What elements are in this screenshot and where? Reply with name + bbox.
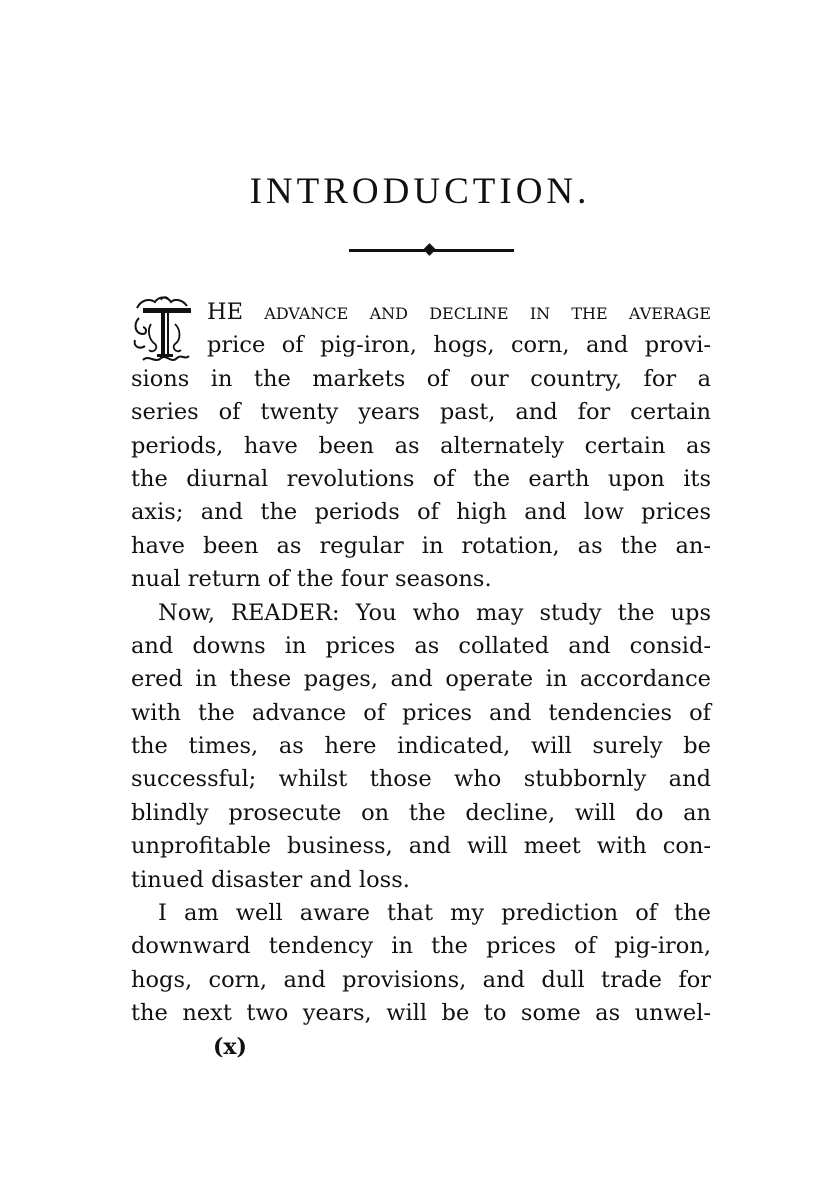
- text-line: have been as regular in rotation, as the an-: [131, 532, 711, 559]
- text-line: with the advance of prices and tendencies of: [131, 699, 711, 726]
- text-line: hogs, corn, and provisions, and dull trade for: [131, 966, 711, 993]
- text-line: price of pig-iron, hogs, corn, and provi-: [207, 332, 711, 359]
- text-line: unprofitable business, and will meet with con-: [131, 833, 711, 860]
- text-span: : You who may study the ups: [332, 599, 711, 626]
- text-line: series of twenty years past, and for certain: [131, 399, 711, 426]
- text-line: nual return of the four seasons.: [131, 566, 492, 593]
- text-line: the diurnal revolutions of the earth upon its: [131, 465, 711, 492]
- rule-ornament-diamond: [423, 243, 436, 256]
- text-line: downward tendency in the prices of pig-iron,: [131, 933, 711, 960]
- text-line: [131, 597, 711, 630]
- text-line-span: HE advance and decline in the average: [207, 299, 711, 325]
- text-line: I am well aware that my prediction of the: [158, 900, 711, 927]
- text-line: the times, as here indicated, will surely be: [131, 733, 711, 760]
- reader-smallcaps: READER: [231, 599, 333, 626]
- chapter-title: INTRODUCTION.: [249, 171, 591, 212]
- text-line: [131, 296, 711, 329]
- text-line: and downs in prices as collated and consid-: [131, 632, 711, 659]
- text-line: the next two years, will be to some as unwel-: [131, 1000, 711, 1027]
- text-span: Now,: [158, 599, 232, 626]
- text-line: axis; and the periods of high and low prices: [131, 499, 711, 526]
- text-line: blindly prosecute on the decline, will do an: [131, 799, 711, 826]
- text-line: tinued disaster and loss.: [131, 866, 410, 893]
- text-line: sions in the markets of our country, for a: [131, 365, 711, 392]
- page-number: (x): [213, 1034, 247, 1060]
- text-line: periods, have been as alternately certain as: [131, 432, 711, 459]
- text-line: ered in these pages, and operate in accordance: [131, 666, 711, 693]
- body-text: [131, 296, 711, 1031]
- text-line: successful; whilst those who stubbornly and: [131, 766, 711, 793]
